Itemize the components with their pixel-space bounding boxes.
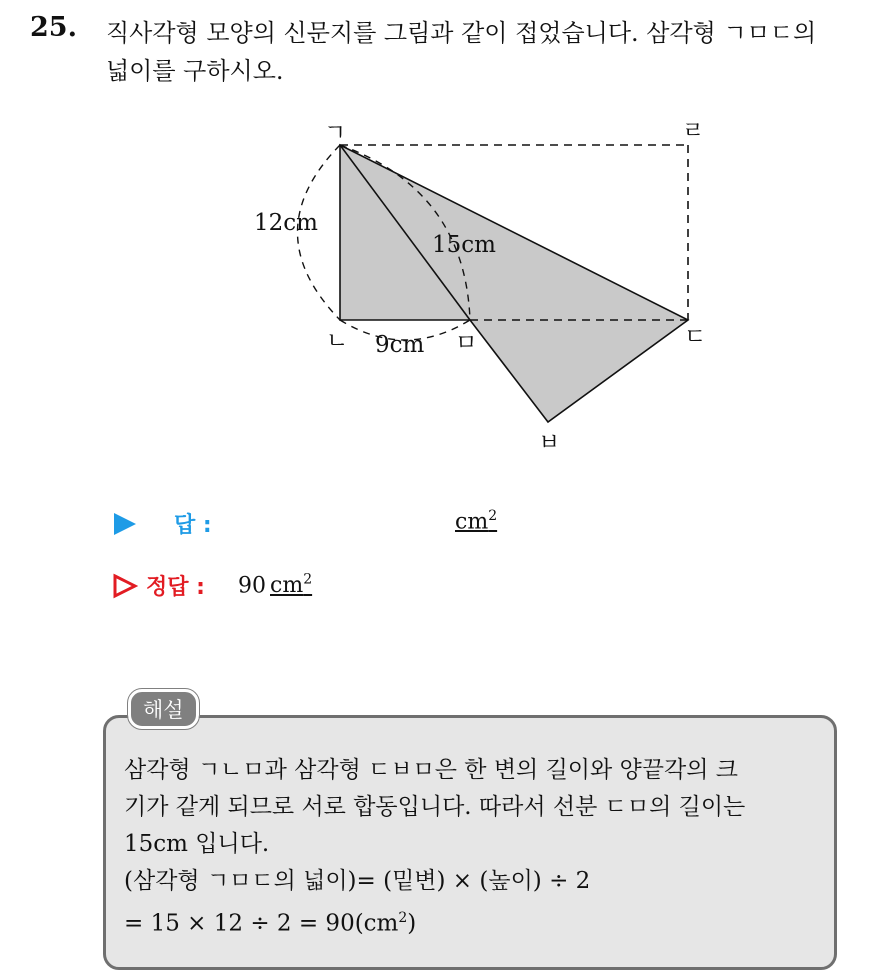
explanation-line-1: 삼각형 ㄱㄴㅁ과 삼각형 ㄷㅂㅁ은 한 변의 길이와 양끝각의 크 <box>124 757 738 783</box>
vertex-b-label: ㅂ <box>538 430 561 455</box>
side-nm-length: 9cm <box>375 332 425 358</box>
explanation-line-2: 기가 같게 되므로 서로 합동입니다. 따라서 선분 ㄷㅁ의 길이는 <box>124 794 746 820</box>
correct-answer-value <box>238 572 312 598</box>
correct-answer-number: 90 <box>238 573 266 599</box>
question-text <box>106 14 866 90</box>
explanation-text <box>124 752 834 943</box>
answer-marker-icon <box>112 511 138 537</box>
correct-marker-icon <box>112 573 138 599</box>
question-text-line-1: 직사각형 모양의 신문지를 그림과 같이 접었습니다. 삼각형 ㄱㅁㄷ의 <box>106 19 817 47</box>
explanation-exponent: 2 <box>398 910 408 926</box>
answer-blank-unit[interactable] <box>455 508 497 534</box>
vertex-n-label: ㄴ <box>326 328 349 354</box>
explanation-tag: 해설 <box>128 689 199 729</box>
question-text-line-2: 넓이를 구하시오. <box>106 57 284 85</box>
vertex-d-label: ㄷ <box>684 324 707 350</box>
answer-row <box>112 508 212 539</box>
correct-answer-row <box>112 570 205 601</box>
question-number: 25. <box>30 12 77 43</box>
side-gm-length: 15cm <box>432 232 496 258</box>
vertex-g-label: ㄱ <box>324 120 347 146</box>
answer-unit-exponent: 2 <box>488 508 498 524</box>
vertex-m-label: ㅁ <box>455 330 478 356</box>
side-gn-length: 12cm <box>254 210 318 236</box>
answer-unit: cm <box>455 509 489 535</box>
explanation-line-3: 15cm 입니다. <box>124 831 270 857</box>
correct-unit-exponent: 2 <box>303 572 313 588</box>
correct-answer-unit: $cm^2$ <box>270 572 313 599</box>
shaded-folded-region <box>340 145 688 422</box>
folded-paper-figure <box>240 110 730 455</box>
vertex-r-label: ㄹ <box>682 118 705 144</box>
answer-label: 답 : <box>174 513 212 538</box>
correct-answer-label: 정답 : <box>146 575 205 600</box>
explanation-line-5: = $15 \times 12 \div 2 = 90(cm^2)$ <box>124 910 417 937</box>
explanation-line-4: (삼각형 ㄱㅁㄷ의 넓이)= (밑변) × (높이) ÷ 2 <box>124 868 591 894</box>
